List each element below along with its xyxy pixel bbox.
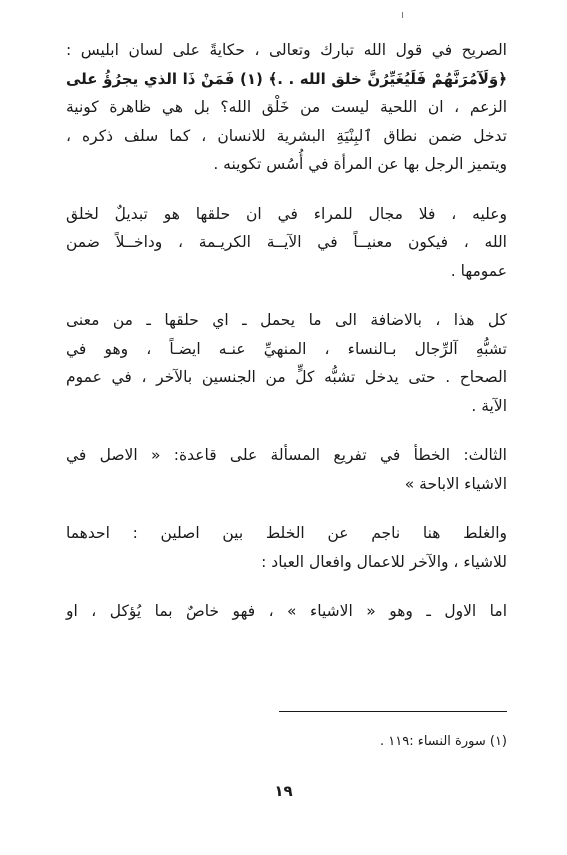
footnote-divider [279, 711, 507, 712]
footnote: (١) سورة النساء :١١٩ . [380, 734, 507, 749]
page-number: ١٩ [274, 782, 293, 800]
text-line: الآية . [471, 396, 507, 415]
text-line: للاشياء ، والآخر للاعمال وافعال العباد : [261, 552, 507, 571]
scan-mark [402, 12, 407, 18]
text-line: تدخل ضمن نطاق ٱلبِنْيَةِ البشرية للانسان ، كما سلف ذكره ، [66, 126, 507, 145]
paragraph-4 [66, 441, 507, 498]
text-line: اما الاول ـ وهو « الاشياء » ، فهو خاصٌ بما يُؤكل ، او [66, 602, 507, 620]
text-line: عمومها . [450, 261, 507, 280]
paragraph-2 [66, 200, 507, 286]
paragraph-1 [66, 36, 507, 179]
text-line: تشبُّهِ آلرِّجال بـالنساء ، المنهيِّ عنـه ايضـاً ، وهو في [66, 339, 507, 358]
text-line: الزعم ، ان اللحية ليست من خَلْق الله؟ بل هي ظاهرة كونية [66, 98, 507, 116]
text-line: كل هذا ، بالاضافة الى ما يحمل ـ اي حلقها ـ من معنى [66, 311, 507, 329]
text-line: وعليه ، فلا مجال للمراء في ان حلقها هو تبديلٌ لخلق [66, 204, 507, 223]
text-line: الصريح في قول الله تبارك وتعالى ، حكايةً على لسان ابليس : [66, 41, 507, 59]
quran-verse-line: ﴿وَلَآمُرَنَّهُمْ فَلَيُغَيِّرُنَّ خلق الله . .﴾ (١) فَمَنْ ذَا الذي يجرُؤُ على [66, 69, 508, 88]
paragraph-6 [66, 597, 507, 626]
text-line: الثالث: الخطأ في تفريع المسألة على قاعدة: « الاصل في [66, 446, 507, 464]
text-line: الله ، فيكون معنيــاً في الآيــة الكريـمة ، وداخــلاً ضمن [66, 233, 507, 251]
text-line: الصحاح . حتى يدخل تشبُّه كلٍّ من الجنسين بالآخر ، في عموم [66, 368, 507, 386]
main-text [66, 36, 507, 647]
text-line: والغلط هنا ناجم عن الخلط بين اصلين : احدهما [66, 524, 507, 542]
paragraph-5 [66, 519, 507, 576]
text-line: ويتميز الرجل بها عن المرأة في أُسُس تكوينه . [213, 155, 507, 173]
text-line: الاشياء الاباحة » [404, 474, 507, 493]
paragraph-3 [66, 306, 507, 420]
